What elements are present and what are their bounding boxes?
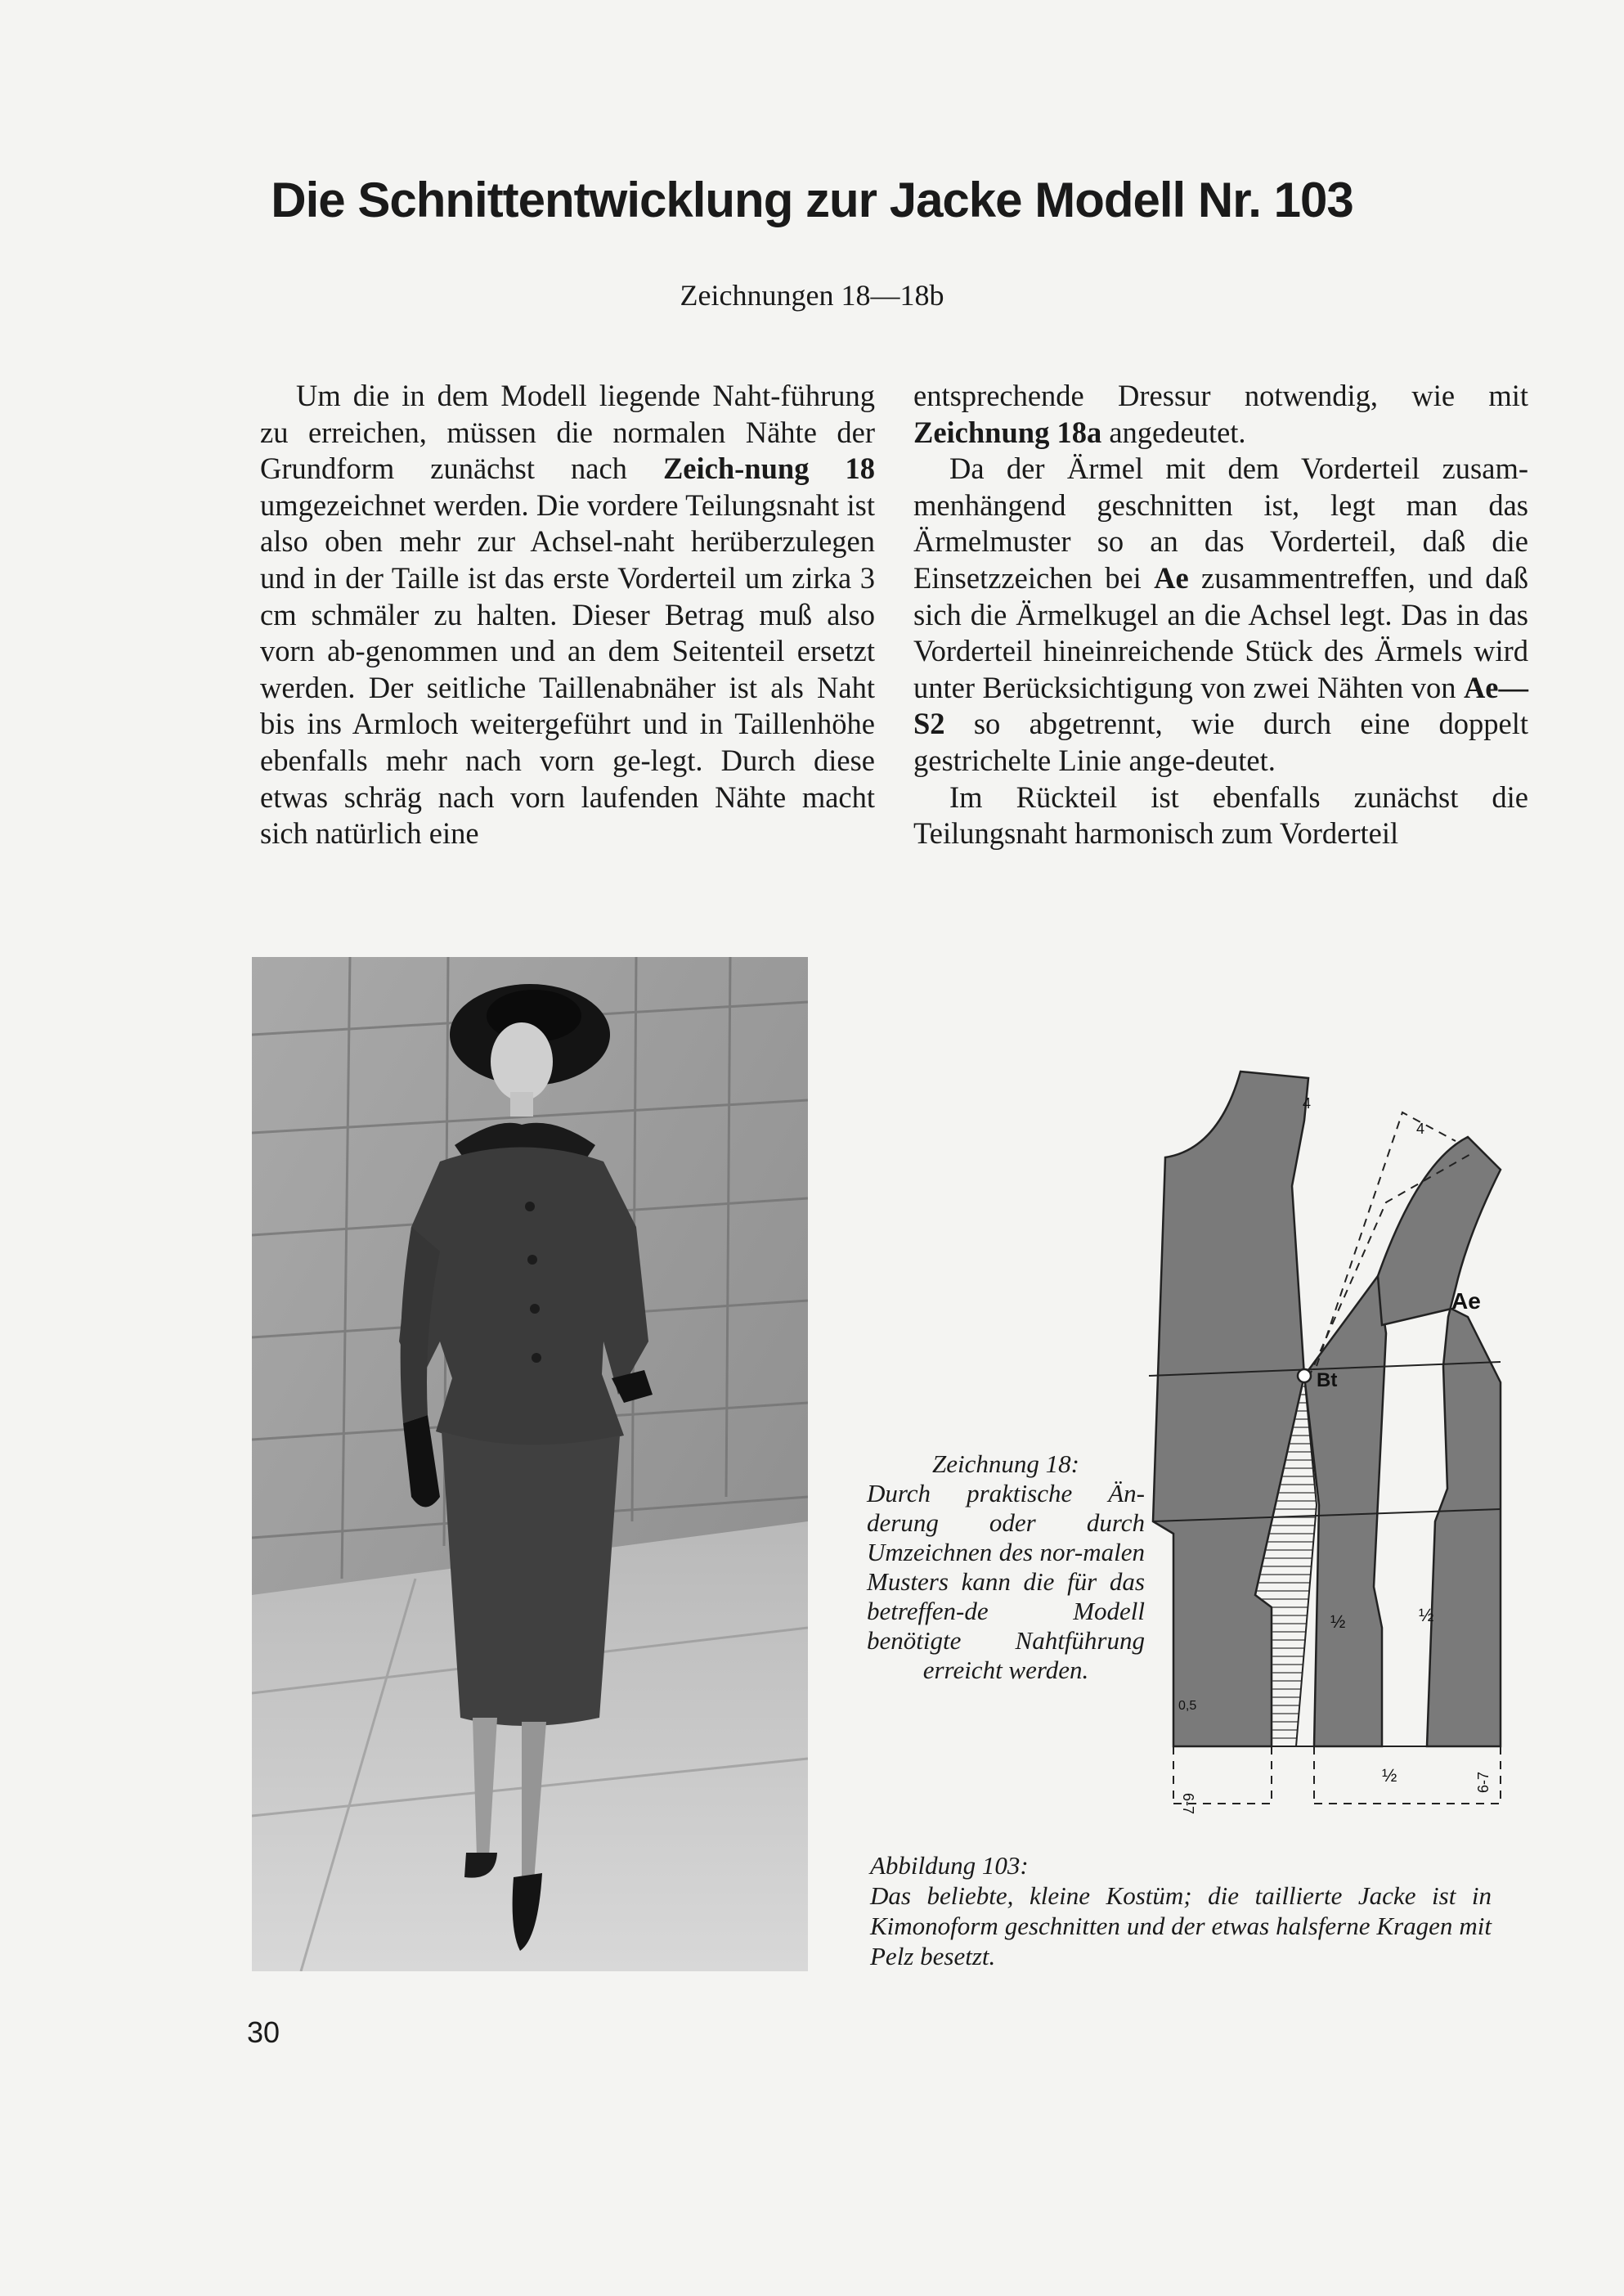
label-bt: Bt xyxy=(1317,1369,1338,1391)
label-half-c: ½ xyxy=(1382,1765,1397,1786)
drawing-caption-heading: Zeichnung 18: xyxy=(932,1449,1079,1478)
right-paragraph-1: entsprechende Dressur notwendig, wie mit Zeichnung 18a angedeutet. xyxy=(913,379,1528,449)
page-subtitle: Zeichnungen 18—18b xyxy=(680,279,944,312)
drawing-caption xyxy=(867,1449,1145,1685)
label-point-five: 0,5 xyxy=(1178,1699,1197,1713)
label-half-b: ½ xyxy=(1419,1605,1434,1625)
label-four-a: 4 xyxy=(1303,1095,1312,1112)
photo-caption xyxy=(870,1850,1492,1971)
label-six-seven-b: 6-7 xyxy=(1475,1771,1492,1793)
drawing-caption-text: Durch praktische Än-derung oder durch Umzeichnen des nor-malen Musters kann die für das betreffen-de Modell benötigte Nahtführung erreicht werden. xyxy=(867,1479,1145,1684)
photo-caption-heading: Abbildung 103: xyxy=(870,1851,1029,1880)
label-six-seven-a: 6-7 xyxy=(1180,1793,1196,1815)
left-text-column xyxy=(260,378,875,852)
page-title: Die Schnittentwicklung zur Jacke Modell Nr. 103 xyxy=(271,173,1353,227)
pattern-drawing xyxy=(1141,1063,1525,1836)
label-half-a: ½ xyxy=(1330,1611,1346,1632)
model-photo xyxy=(252,957,808,1971)
left-paragraph-1: Um die in dem Modell liegende Naht-führung zu erreichen, müssen die normalen Nähte der Grundform zunächst nach Zeich-nung 18 umgezeichnet werden. Die vordere Teilungsnaht ist also oben mehr zur Achsel-naht herüberzulegen und in der Taille ist das erste Vorderteil um zirka 3 cm schmäler zu halten. Dieser Betrag muß also vorn ab-genommen und an dem Seitenteil ersetzt werden. Der seitliche Taillenabnäher ist als Naht bis ins Armloch weitergeführt und in Taillenhöhe ebenfalls mehr nach vorn ge-legt. Durch diese etwas schräg nach vorn laufenden Nähte macht sich natürlich eine xyxy=(260,379,875,851)
right-text-column xyxy=(913,378,1528,852)
label-ae: Ae xyxy=(1451,1288,1481,1314)
photo-caption-text: Das beliebte, kleine Kostüm; die taillierte Jacke ist in Kimonoform geschnitten und der etwas halsferne Kragen mit Pelz besetzt. xyxy=(870,1881,1492,1970)
right-paragraph-3: Im Rückteil ist ebenfalls zunächst die Teilungsnaht harmonisch zum Vorderteil xyxy=(913,780,1528,851)
page-number: 30 xyxy=(247,2015,280,2049)
label-four-b: 4 xyxy=(1416,1121,1425,1137)
right-paragraph-2: Da der Ärmel mit dem Vorderteil zusam-menhängend geschnitten ist, legt man das Ärmelmuster so an das Vorderteil, daß die Einsetzzeichen bei Ae zusammentreffen, und daß sich die Ärmelkugel an die Achsel legt. Das in das Vorderteil hineinreichende Stück des Ärmels wird unter Berücksichtigung von zwei Nähten von Ae—S2 so abgetrennt, wie durch eine doppelt gestrichelte Linie ange-deutet. xyxy=(913,452,1529,777)
